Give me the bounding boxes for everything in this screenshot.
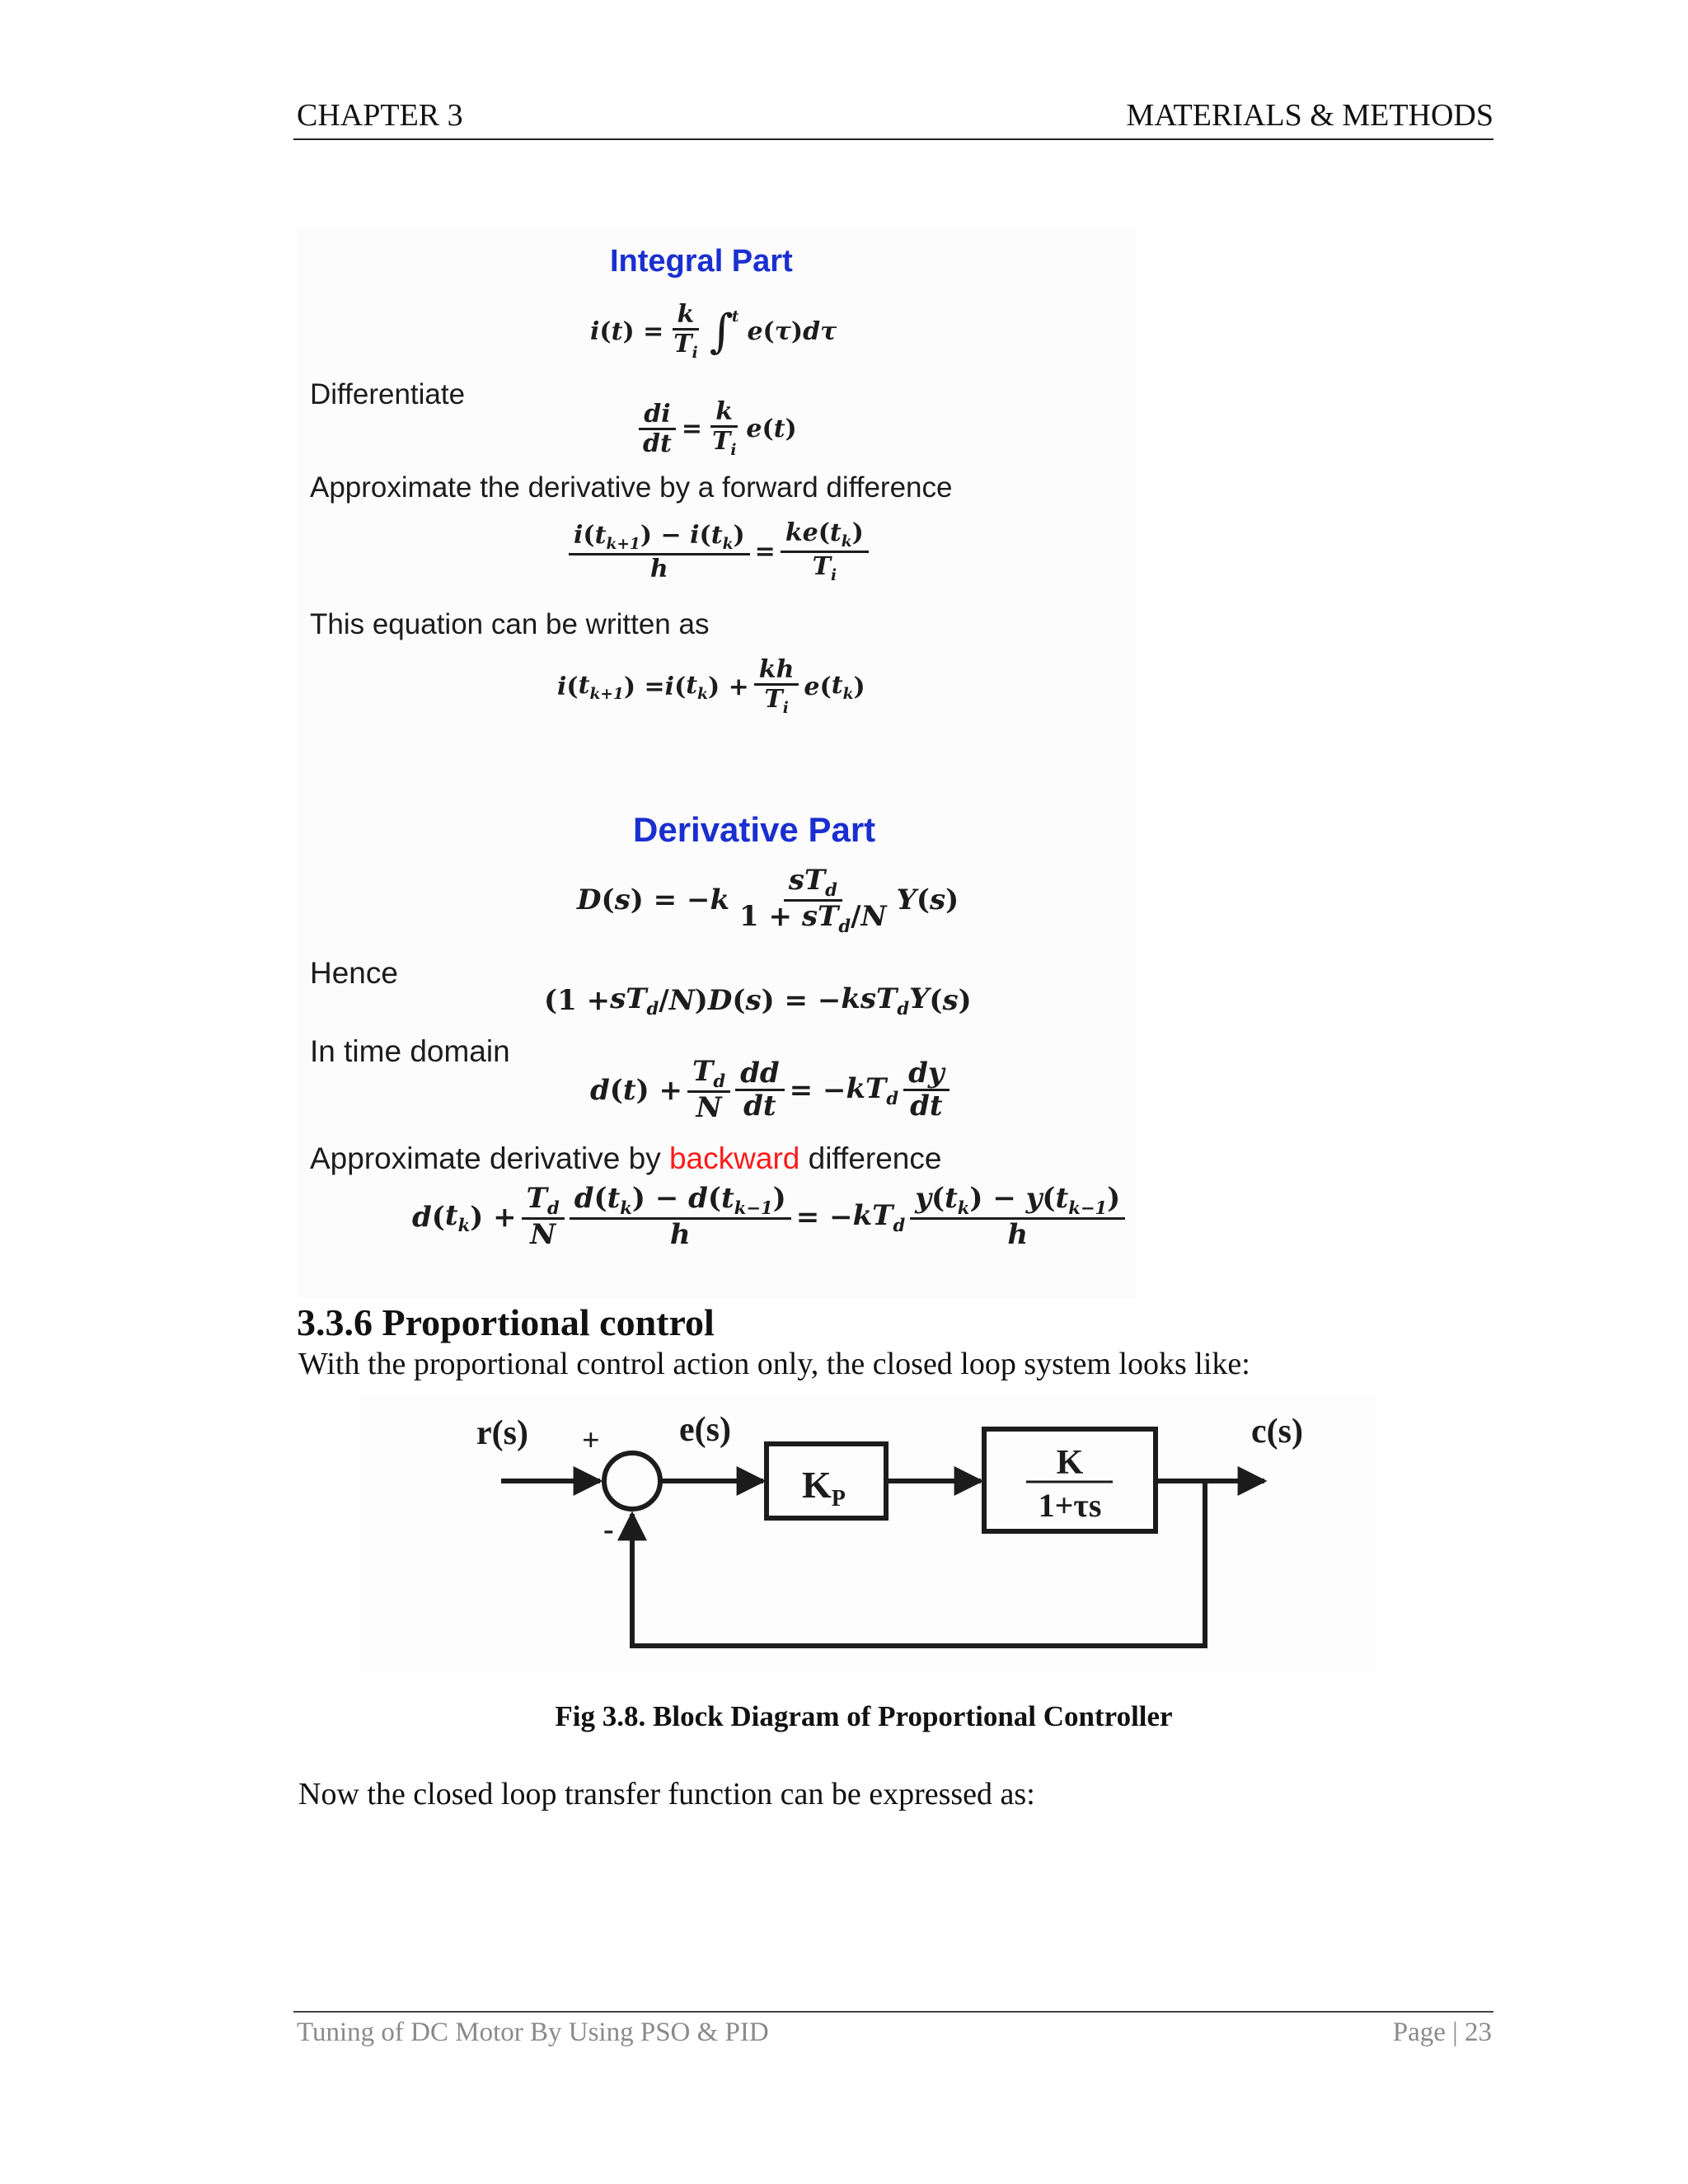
label-hence: Hence [310,956,398,990]
header-rule [293,138,1493,140]
transfer-function-intro: Now the closed loop transfer function can be expressed as: [298,1777,1035,1811]
output-label: c(s) [1251,1413,1303,1451]
plant-denominator: 1+τs [1038,1487,1102,1524]
running-header-left: CHAPTER 3 [297,98,463,133]
running-header-right: MATERIALS & METHODS [1126,98,1493,133]
label-written-as: This equation can be written as [310,608,710,640]
block-diagram [354,1393,1376,1673]
input-label: r(s) [476,1414,528,1452]
label-backward-difference [310,1141,941,1176]
label-backward-suffix: difference [799,1141,942,1175]
footer-title: Tuning of DC Motor By Using PSO & PID [297,2018,769,2047]
minus-sign: - [603,1512,614,1547]
error-label: e(s) [679,1411,731,1449]
label-differentiate: Differentiate [310,378,466,410]
plus-sign: + [582,1423,600,1458]
footer-rule [293,2011,1493,2013]
section-intro: With the proportional control action only, the closed loop system looks like: [298,1347,1250,1381]
controller-gain-subscript: P [831,1486,846,1511]
plant-numerator: K [1056,1444,1084,1482]
label-backward-prefix: Approximate derivative by [310,1141,669,1175]
integral-update-equation: i ( $t_{k+1}$ ) = i ( $t_k$ ) + $\frac{kh}{T_i}$ e ( $t_k$ ) [557,655,865,717]
label-forward-difference: Approximate the derivative by a forward difference [310,471,953,504]
page-number: Page | 23 [1392,2018,1492,2047]
forward-difference-equation: $\frac{i(t_{k+1}) - i(t_k)}{h}$ = $\frac{ke(t_k)}{T_i}$ [564,519,874,585]
derivative-transfer-equation: D ( s ) = − k $\frac{sT_d}{1 + sT_d/N}$ Y ( s ) [577,864,959,936]
backward-difference-equation: d ( $t_k$ ) + $\frac{T_d}{N}$ $\frac{d(t_k) - d(t_{k-1})}{h}$ = − $kT_d$ $\frac{y(t_k) - y(t_{k-1})}{h}$ [412,1183,1130,1250]
differentiated-equation: $\frac{di}{dt}$ = $\frac{k}{T_i}$ e ( t ) [633,398,797,459]
time-domain-equation: d ( t ) + $\frac{T_d}{N}$ $\frac{dd}{dt}$ = − $kT_d$ $\frac{dy}{dt}$ [590,1057,954,1123]
integral-equation: i ( t ) = $\frac{k}{T_i}$ ∫ t e ( τ ) dτ [590,300,837,362]
integral-part-title: Integral Part [610,244,793,279]
controller-gain-symbol: K [802,1464,832,1506]
hence-equation: (1 + $sT_d$ / N ) D ( s ) = − ksT$_d$Y ( s ) [544,982,972,1019]
derivative-part-title: Derivative Part [633,810,876,849]
backward-highlight: backward [668,1141,800,1175]
figure-caption: Fig 3.8. Block Diagram of Proportional Controller [555,1700,1173,1732]
section-heading: 3.3.6 Proportional control [297,1301,715,1343]
label-time-domain: In time domain [310,1034,510,1068]
